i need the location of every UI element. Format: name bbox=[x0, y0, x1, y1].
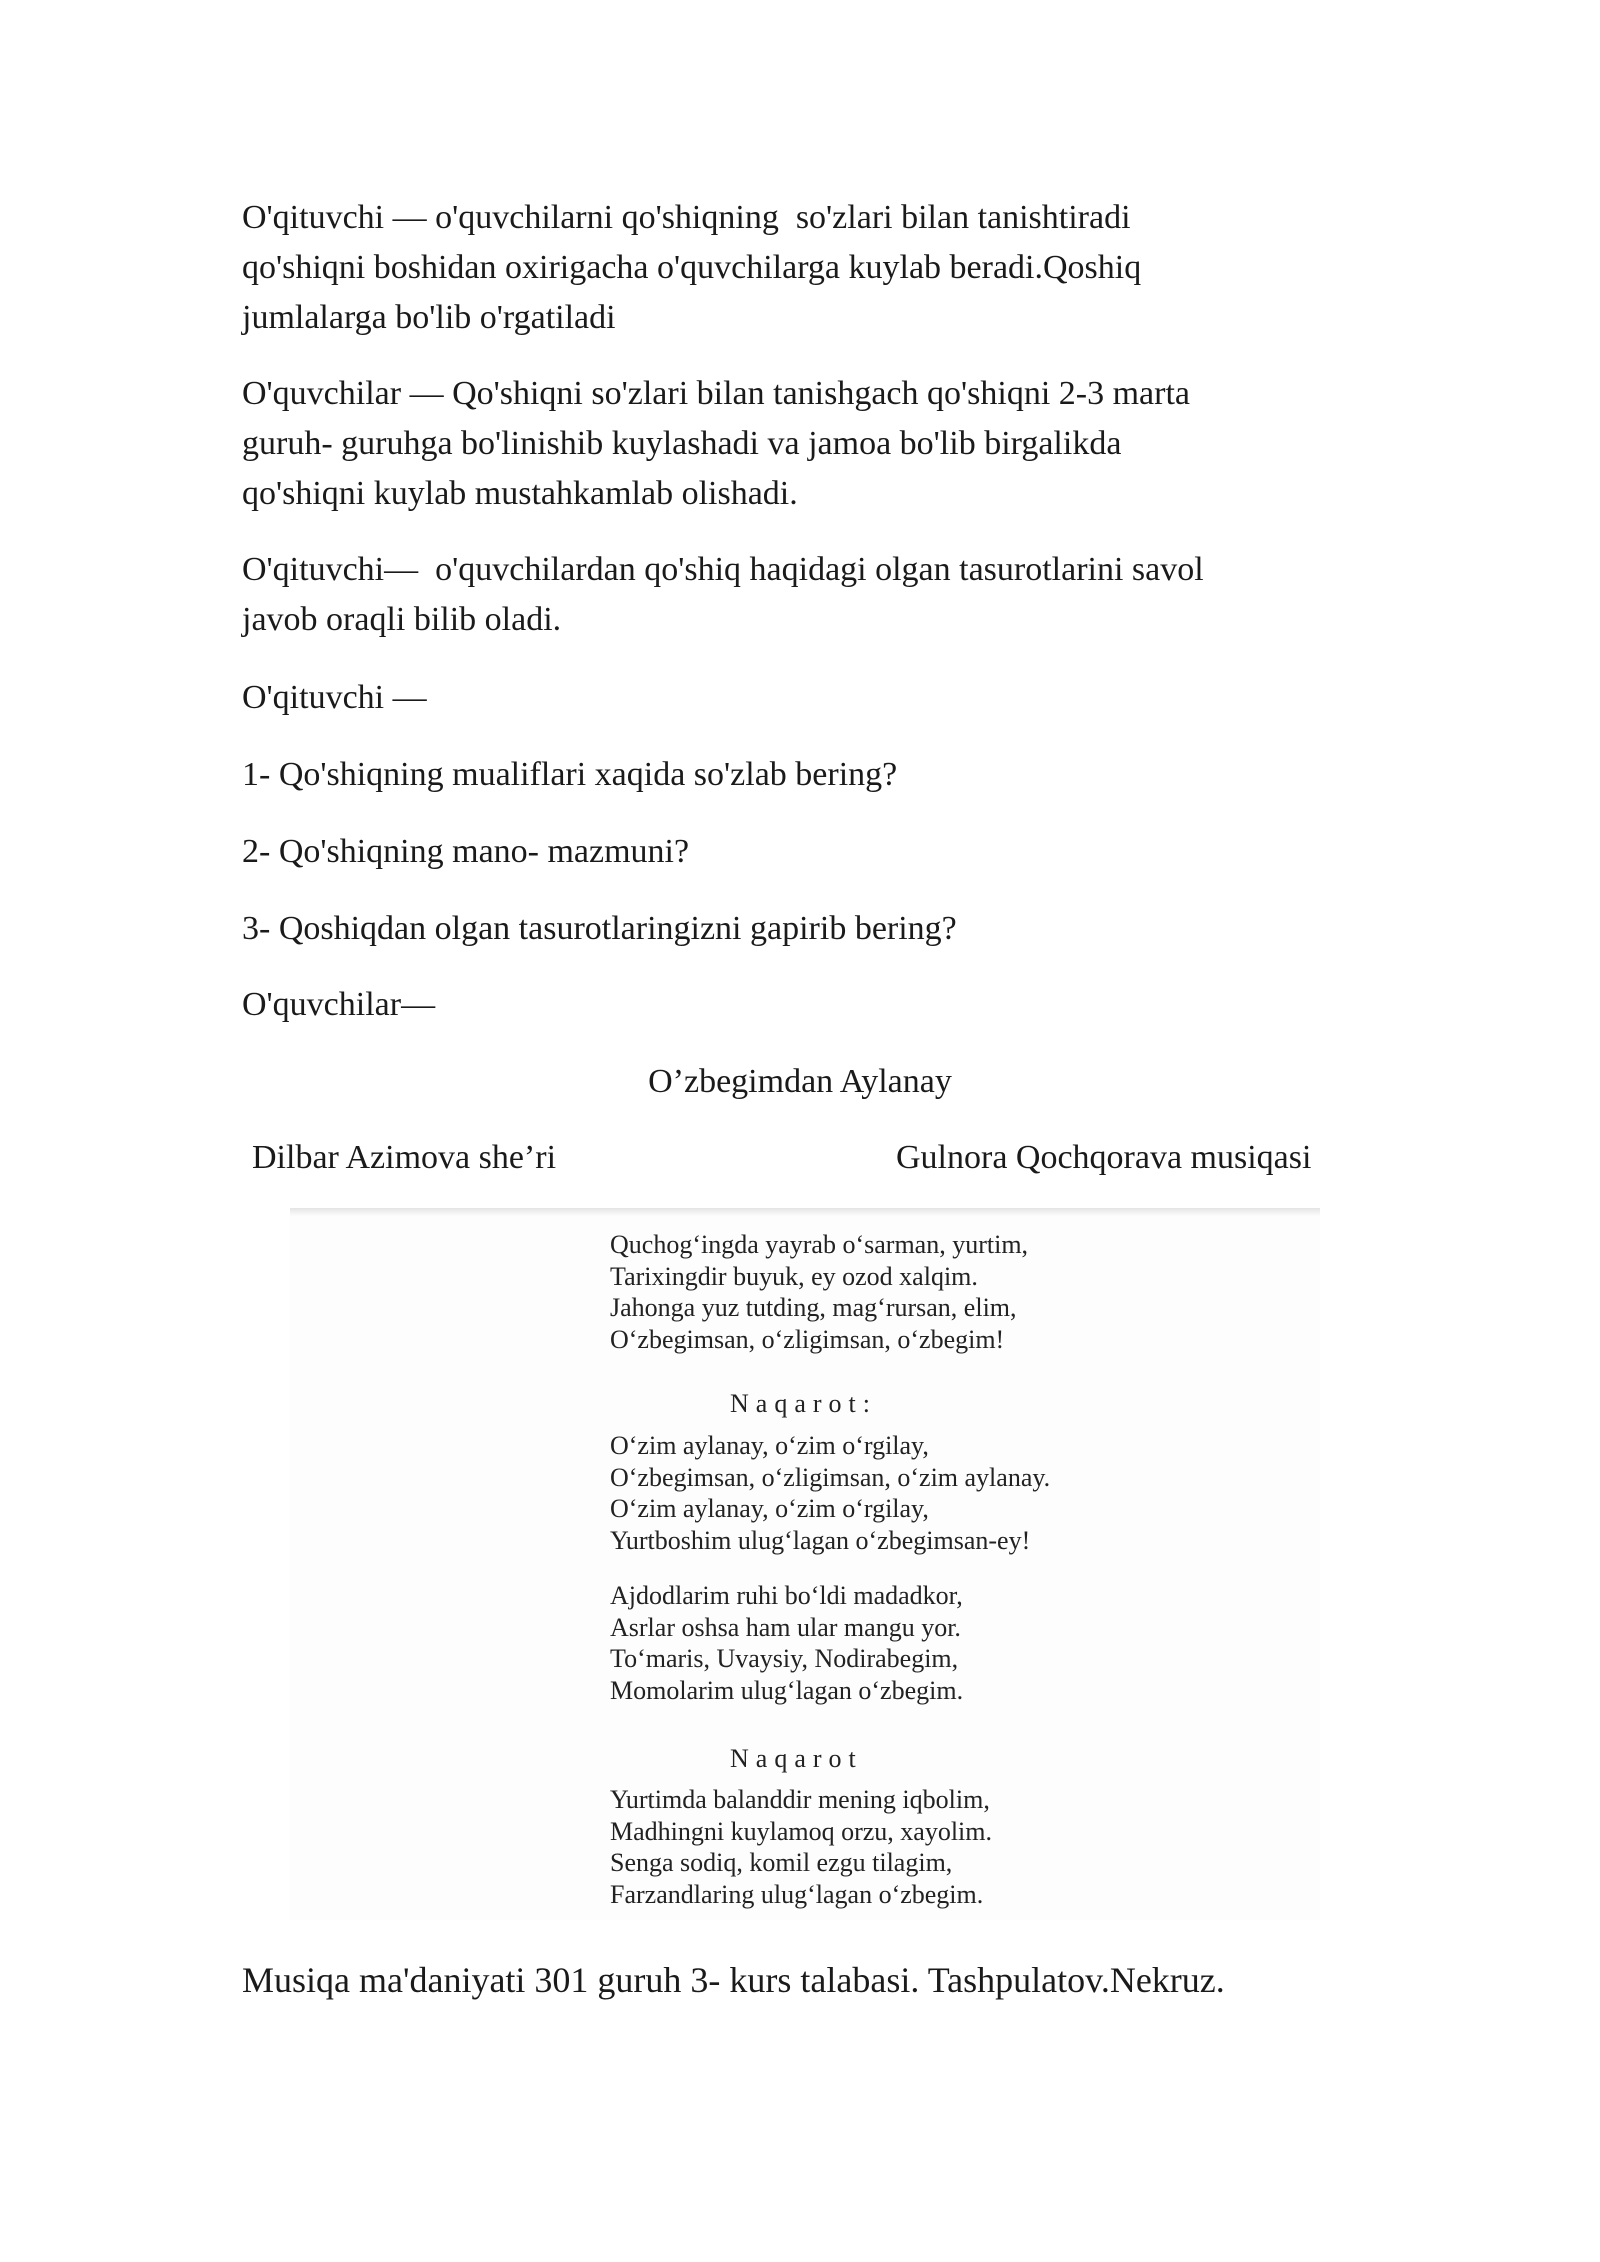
refrain-label-1: Naqarot: bbox=[730, 1389, 877, 1418]
song-title: O’zbegimdan Aylanay bbox=[648, 1063, 952, 1100]
text-line: O'quvchilar — Qo'shiqni so'zlari bilan tanishgach qo'shiqni 2-3 marta bbox=[242, 375, 1190, 412]
lyric-line: Madhingni kuylamoq orzu, xayolim. bbox=[610, 1816, 993, 1846]
lyric-line: O‘zim aylanay, o‘zim o‘rgilay, bbox=[610, 1431, 929, 1460]
lyrics-stanza-3 bbox=[610, 1784, 992, 1910]
text-line: 2- Qo'shiqning mano- mazmuni? bbox=[242, 833, 690, 870]
text-line: O'quvchilar— bbox=[242, 986, 436, 1023]
image-scan-edge bbox=[290, 1208, 1320, 1216]
text-line: 1- Qo'shiqning mualiflari xaqida so'zlab bering? bbox=[242, 756, 898, 793]
lyrics-stanza-1 bbox=[610, 1229, 1028, 1355]
lyric-line: To‘maris, Uvaysiy, Nodirabegim, bbox=[610, 1644, 959, 1673]
lyric-line: Senga sodiq, komil ezgu tilagim, bbox=[610, 1848, 953, 1877]
lyric-line: Yurtimda balanddir mening iqbolim, bbox=[610, 1785, 990, 1814]
refrain-label-2: Naqarot bbox=[730, 1744, 863, 1773]
footer-author-line: Musiqa ma'daniyati 301 guruh 3- kurs talabasi. Tashpulatov.Nekruz. bbox=[242, 1960, 1225, 2000]
lyric-line: Jahonga yuz tutding, mag‘rursan, elim, bbox=[610, 1293, 1017, 1322]
question-3 bbox=[242, 904, 1382, 954]
text-line: O'qituvchi — bbox=[242, 679, 427, 716]
lyrics-refrain bbox=[610, 1430, 1050, 1556]
lyric-line: O‘zim aylanay, o‘zim o‘rgilay, bbox=[610, 1494, 929, 1523]
paragraph-students-label bbox=[242, 980, 1382, 1030]
lyrics-stanza-2 bbox=[610, 1580, 963, 1706]
paragraph-teacher-intro bbox=[242, 193, 1382, 343]
lyric-line: Asrlar oshsa ham ular mangu yor. bbox=[610, 1612, 961, 1642]
lyric-line: Ajdodlarim ruhi bo‘ldi madadkor, bbox=[610, 1581, 963, 1610]
lyric-line: Quchog‘ingda yayrab o‘sarman, yurtim, bbox=[610, 1230, 1029, 1259]
text-line: O'qituvchi— o'quvchilardan qo'shiq haqidagi olgan tasurotlarini savol bbox=[242, 551, 1204, 588]
paragraph-teacher-label bbox=[242, 673, 1382, 723]
lyric-line: Yurtboshim ulug‘lagan o‘zbegimsan-ey! bbox=[610, 1525, 1031, 1555]
lyric-line: Tarixingdir buyuk, ey ozod xalqim. bbox=[610, 1261, 978, 1291]
text-line: jumlalarga bo'lib o'rgatiladi bbox=[242, 299, 616, 336]
text-line: qo'shiqni boshidan oxirigacha o'quvchilarga kuylab beradi.Qoshiq bbox=[242, 249, 1142, 286]
text-line: qo'shiqni kuylab mustahkamlab olishadi. bbox=[242, 475, 798, 512]
paragraph-teacher-questions bbox=[242, 545, 1382, 645]
lyric-line: O‘zbegimsan, o‘zligimsan, o‘zbegim! bbox=[610, 1324, 1005, 1354]
paragraph-students-learn bbox=[242, 369, 1382, 519]
question-1 bbox=[242, 750, 1382, 800]
question-2 bbox=[242, 827, 1382, 877]
lyric-line: Farzandlaring ulug‘lagan o‘zbegim. bbox=[610, 1879, 984, 1909]
lyrics-image bbox=[290, 1208, 1320, 1920]
text-line: O'qituvchi — o'quvchilarni qo'shiqning so'zlari bilan tanishtiradi bbox=[242, 199, 1131, 236]
text-line: guruh- guruhga bo'linishib kuylashadi va jamoa bo'lib birgalikda bbox=[242, 425, 1122, 462]
song-composer: Gulnora Qochqorava musiqasi bbox=[896, 1139, 1312, 1176]
text-line: javob oraqli bilib oladi. bbox=[242, 601, 562, 638]
song-lyricist: Dilbar Azimova she’ri bbox=[252, 1139, 557, 1176]
text-line: 3- Qoshiqdan olgan tasurotlaringizni gapirib bering? bbox=[242, 910, 957, 947]
lyric-line: O‘zbegimsan, o‘zligimsan, o‘zim aylanay. bbox=[610, 1462, 1051, 1492]
lyric-line: Momolarim ulug‘lagan o‘zbegim. bbox=[610, 1675, 964, 1705]
